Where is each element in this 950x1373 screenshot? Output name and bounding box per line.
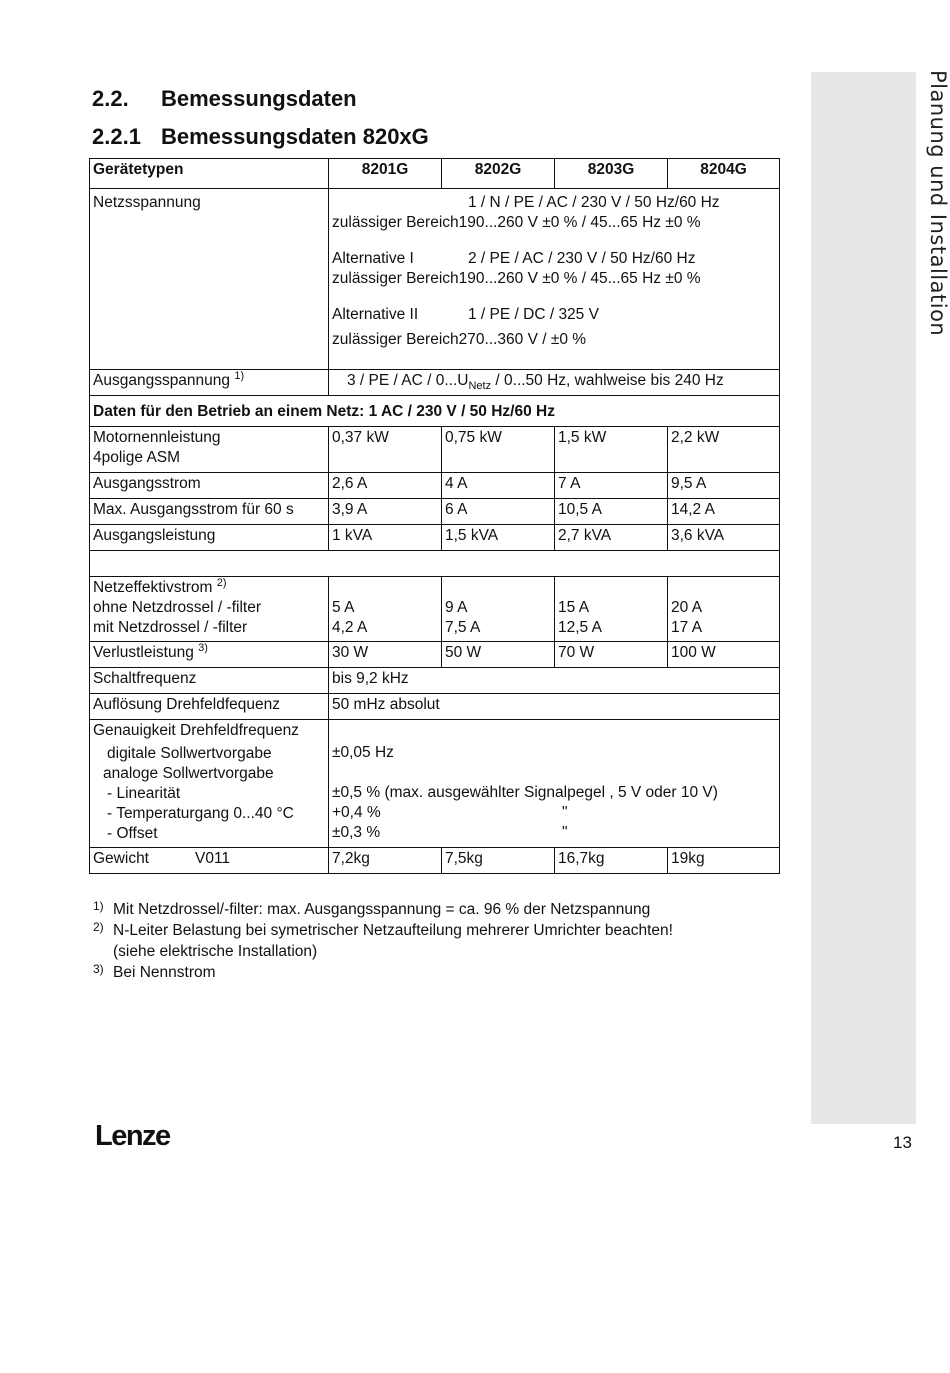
genauigkeit-values [329, 720, 780, 848]
schaltfrequenz-value: bis 9,2 kHz [329, 668, 780, 694]
row-label: Netzsspannung [90, 189, 329, 370]
table-row-verlustleistung [90, 642, 780, 668]
range-label: zulässiger Bereich [332, 270, 459, 287]
table-row-netzeffektivstrom [90, 577, 780, 642]
alt-label: Alternative I [332, 250, 414, 267]
value-8203g: 1,5 kW [555, 427, 668, 473]
table-row-ausgangsstrom [90, 473, 780, 499]
range-value: 190...260 V ±0 % / 45...65 Hz ±0 % [458, 270, 701, 287]
value-8203g: 16,7kg [555, 848, 668, 874]
value-8202g: 0,75 kW [442, 427, 555, 473]
temperatur-value: +0,4 % [332, 804, 381, 821]
table-row-genauigkeit [90, 720, 780, 848]
value-8203g: 15 A 12,5 A [555, 577, 668, 642]
footnote-ref: 2) [216, 576, 227, 589]
value-8202g: 9 A 7,5 A [442, 577, 555, 642]
value-8202g: 4 A [442, 473, 555, 499]
header-type-8201g: 8201G [329, 159, 442, 189]
offset-row [332, 823, 776, 843]
netzspannung-alt1-value [332, 249, 776, 269]
section-number: 2.2. [92, 86, 129, 111]
digital-value: ±0,05 Hz [332, 744, 394, 761]
netzspannung-alt1-range [332, 269, 776, 289]
footnote-2 [93, 920, 673, 962]
page-number: 13 [893, 1133, 912, 1152]
value-8202g: 7,5kg [442, 848, 555, 874]
value-8201g: 5 A 4,2 A [329, 577, 442, 642]
alt-value: 1 / PE / DC / 325 V [468, 306, 599, 323]
subsection-heading [92, 124, 429, 150]
footnote-ref: 3) [198, 641, 208, 654]
netzspannung-value-cell [329, 189, 780, 370]
value-8201g: 2,6 A [329, 473, 442, 499]
section-title-cell: Daten für den Betrieb an einem Netz: 1 AC / 230 V / 50 Hz/60 Hz [90, 396, 780, 427]
value-8201g: 30 W [329, 642, 442, 668]
header-label: Gerätetypen [90, 159, 329, 189]
table-row-netzspannung [90, 189, 780, 370]
ausgangsspannung-value: 3 / PE / AC / $0...U_{Netz} / 0...50$ Hz, wahlweise bis 240 Hz [329, 370, 780, 396]
temperatur-row [332, 803, 776, 823]
variant-label: V011 [195, 850, 231, 867]
table-row-gewicht [90, 848, 780, 874]
row-label: Netzeffektivstrom $^{2)}$ ohne Netzdrossel / -filter mit Netzdrossel / -filter [90, 577, 329, 642]
table-row-aufloesung [90, 694, 780, 720]
row-label: Gewicht V011 [90, 848, 329, 874]
linearitaet-value: ±0,5 % (max. ausgewählter Signalpegel , 5 V oder 10 V) [332, 784, 718, 801]
footnote-mark: 2) [93, 920, 104, 934]
value-8204g: 100 W [668, 642, 780, 668]
netzspannung-main-value: 1 / N / PE / AC / 230 V / 50 Hz/60 Hz [468, 194, 720, 211]
range-label: zulässiger Bereich [332, 214, 459, 231]
table-row-schaltfrequenz [90, 668, 780, 694]
row-label: Verlustleistung $^{3)}$ [90, 642, 329, 668]
footnotes [93, 899, 673, 983]
aufloesung-value: 50 mHz absolut [329, 694, 780, 720]
netzspannung-alt2-value [332, 305, 776, 325]
rating-data-table [89, 158, 780, 874]
section-heading [92, 86, 357, 112]
footnote-text: N-Leiter Belastung bei symetrischer Netzaufteilung mehrerer Umrichter beachten! (siehe elektrische Installation) [113, 922, 673, 960]
ditto-mark: " [562, 824, 568, 841]
range-value: 270...360 V / ±0 % [458, 331, 587, 348]
value-8202g: 50 W [442, 642, 555, 668]
header-type-8203g: 8203G [555, 159, 668, 189]
value-8201g: 1 kVA [329, 525, 442, 551]
subsection-title: Bemessungsdaten 820xG [161, 124, 429, 149]
range-label: zulässiger Bereich [332, 331, 459, 348]
row-label: Ausgangsstrom [90, 473, 329, 499]
value-8202g: 1,5 kVA [442, 525, 555, 551]
ditto-mark: " [562, 804, 568, 821]
footnote-text: Mit Netzdrossel/-filter: max. Ausgangsspannung = ca. 96 % der Netzspannung [113, 901, 651, 918]
footnote-ref: 1) [234, 369, 245, 382]
value-8204g: 20 A 17 A [668, 577, 780, 642]
subsection-number: 2.2.1 [92, 124, 141, 149]
value-8203g: 2,7 kVA [555, 525, 668, 551]
value-8204g: 19kg [668, 848, 780, 874]
row-label: Motornennleistung 4polige ASM [90, 427, 329, 473]
table-row-section-title [90, 396, 780, 427]
value-8204g: 14,2 A [668, 499, 780, 525]
netzspannung-alt2-range [332, 330, 776, 350]
header-type-8202g: 8202G [442, 159, 555, 189]
table-row-spacer [90, 551, 780, 577]
lenze-logo: Lenze [95, 1120, 170, 1152]
value-8203g: 7 A [555, 473, 668, 499]
offset-value: ±0,3 % [332, 824, 381, 841]
value-8202g: 6 A [442, 499, 555, 525]
sidebar-band [811, 72, 916, 1124]
section-title: Bemessungsdaten [161, 86, 357, 111]
table-row-motornennleistung [90, 427, 780, 473]
alt-value: 2 / PE / AC / 230 V / 50 Hz/60 Hz [468, 250, 696, 267]
footnote-3 [93, 962, 673, 983]
row-label: Schaltfrequenz [90, 668, 329, 694]
value-8201g: 0,37 kW [329, 427, 442, 473]
value-8204g: 2,2 kW [668, 427, 780, 473]
row-label: Auflösung Drehfeldfequenz [90, 694, 329, 720]
header-type-8204g: 8204G [668, 159, 780, 189]
footnote-text: Bei Nennstrom [113, 964, 216, 981]
table-row-ausgangsleistung [90, 525, 780, 551]
netzspannung-main-range [332, 213, 776, 233]
alt-label: Alternative II [332, 306, 419, 323]
table-row-ausgangsspannung [90, 370, 780, 396]
row-label: Ausgangsleistung [90, 525, 329, 551]
sidebar-chapter-title: Planung und Installation [926, 70, 950, 337]
value-8204g: 9,5 A [668, 473, 780, 499]
row-label: Ausgangsspannung $^{1)}$ [90, 370, 329, 396]
row-label: Genauigkeit Drehfeldfrequenz digitale Sollwertvorgabe analoge Sollwertvorgabe - Linearität - Temperaturgang 0...40 °C - Offset [90, 720, 329, 848]
row-label: Max. Ausgangsstrom für 60 s [90, 499, 329, 525]
footnote-mark: 1) [93, 899, 104, 913]
range-value: 190...260 V ±0 % / 45...65 Hz ±0 % [458, 214, 701, 231]
value-8201g: 3,9 A [329, 499, 442, 525]
table-header-row [90, 159, 780, 189]
value-8203g: 10,5 A [555, 499, 668, 525]
value-8203g: 70 W [555, 642, 668, 668]
value-8201g: 7,2kg [329, 848, 442, 874]
footnote-1 [93, 899, 673, 920]
table-row-max-ausgangsstrom [90, 499, 780, 525]
value-8204g: 3,6 kVA [668, 525, 780, 551]
footnote-mark: 3) [93, 962, 104, 976]
